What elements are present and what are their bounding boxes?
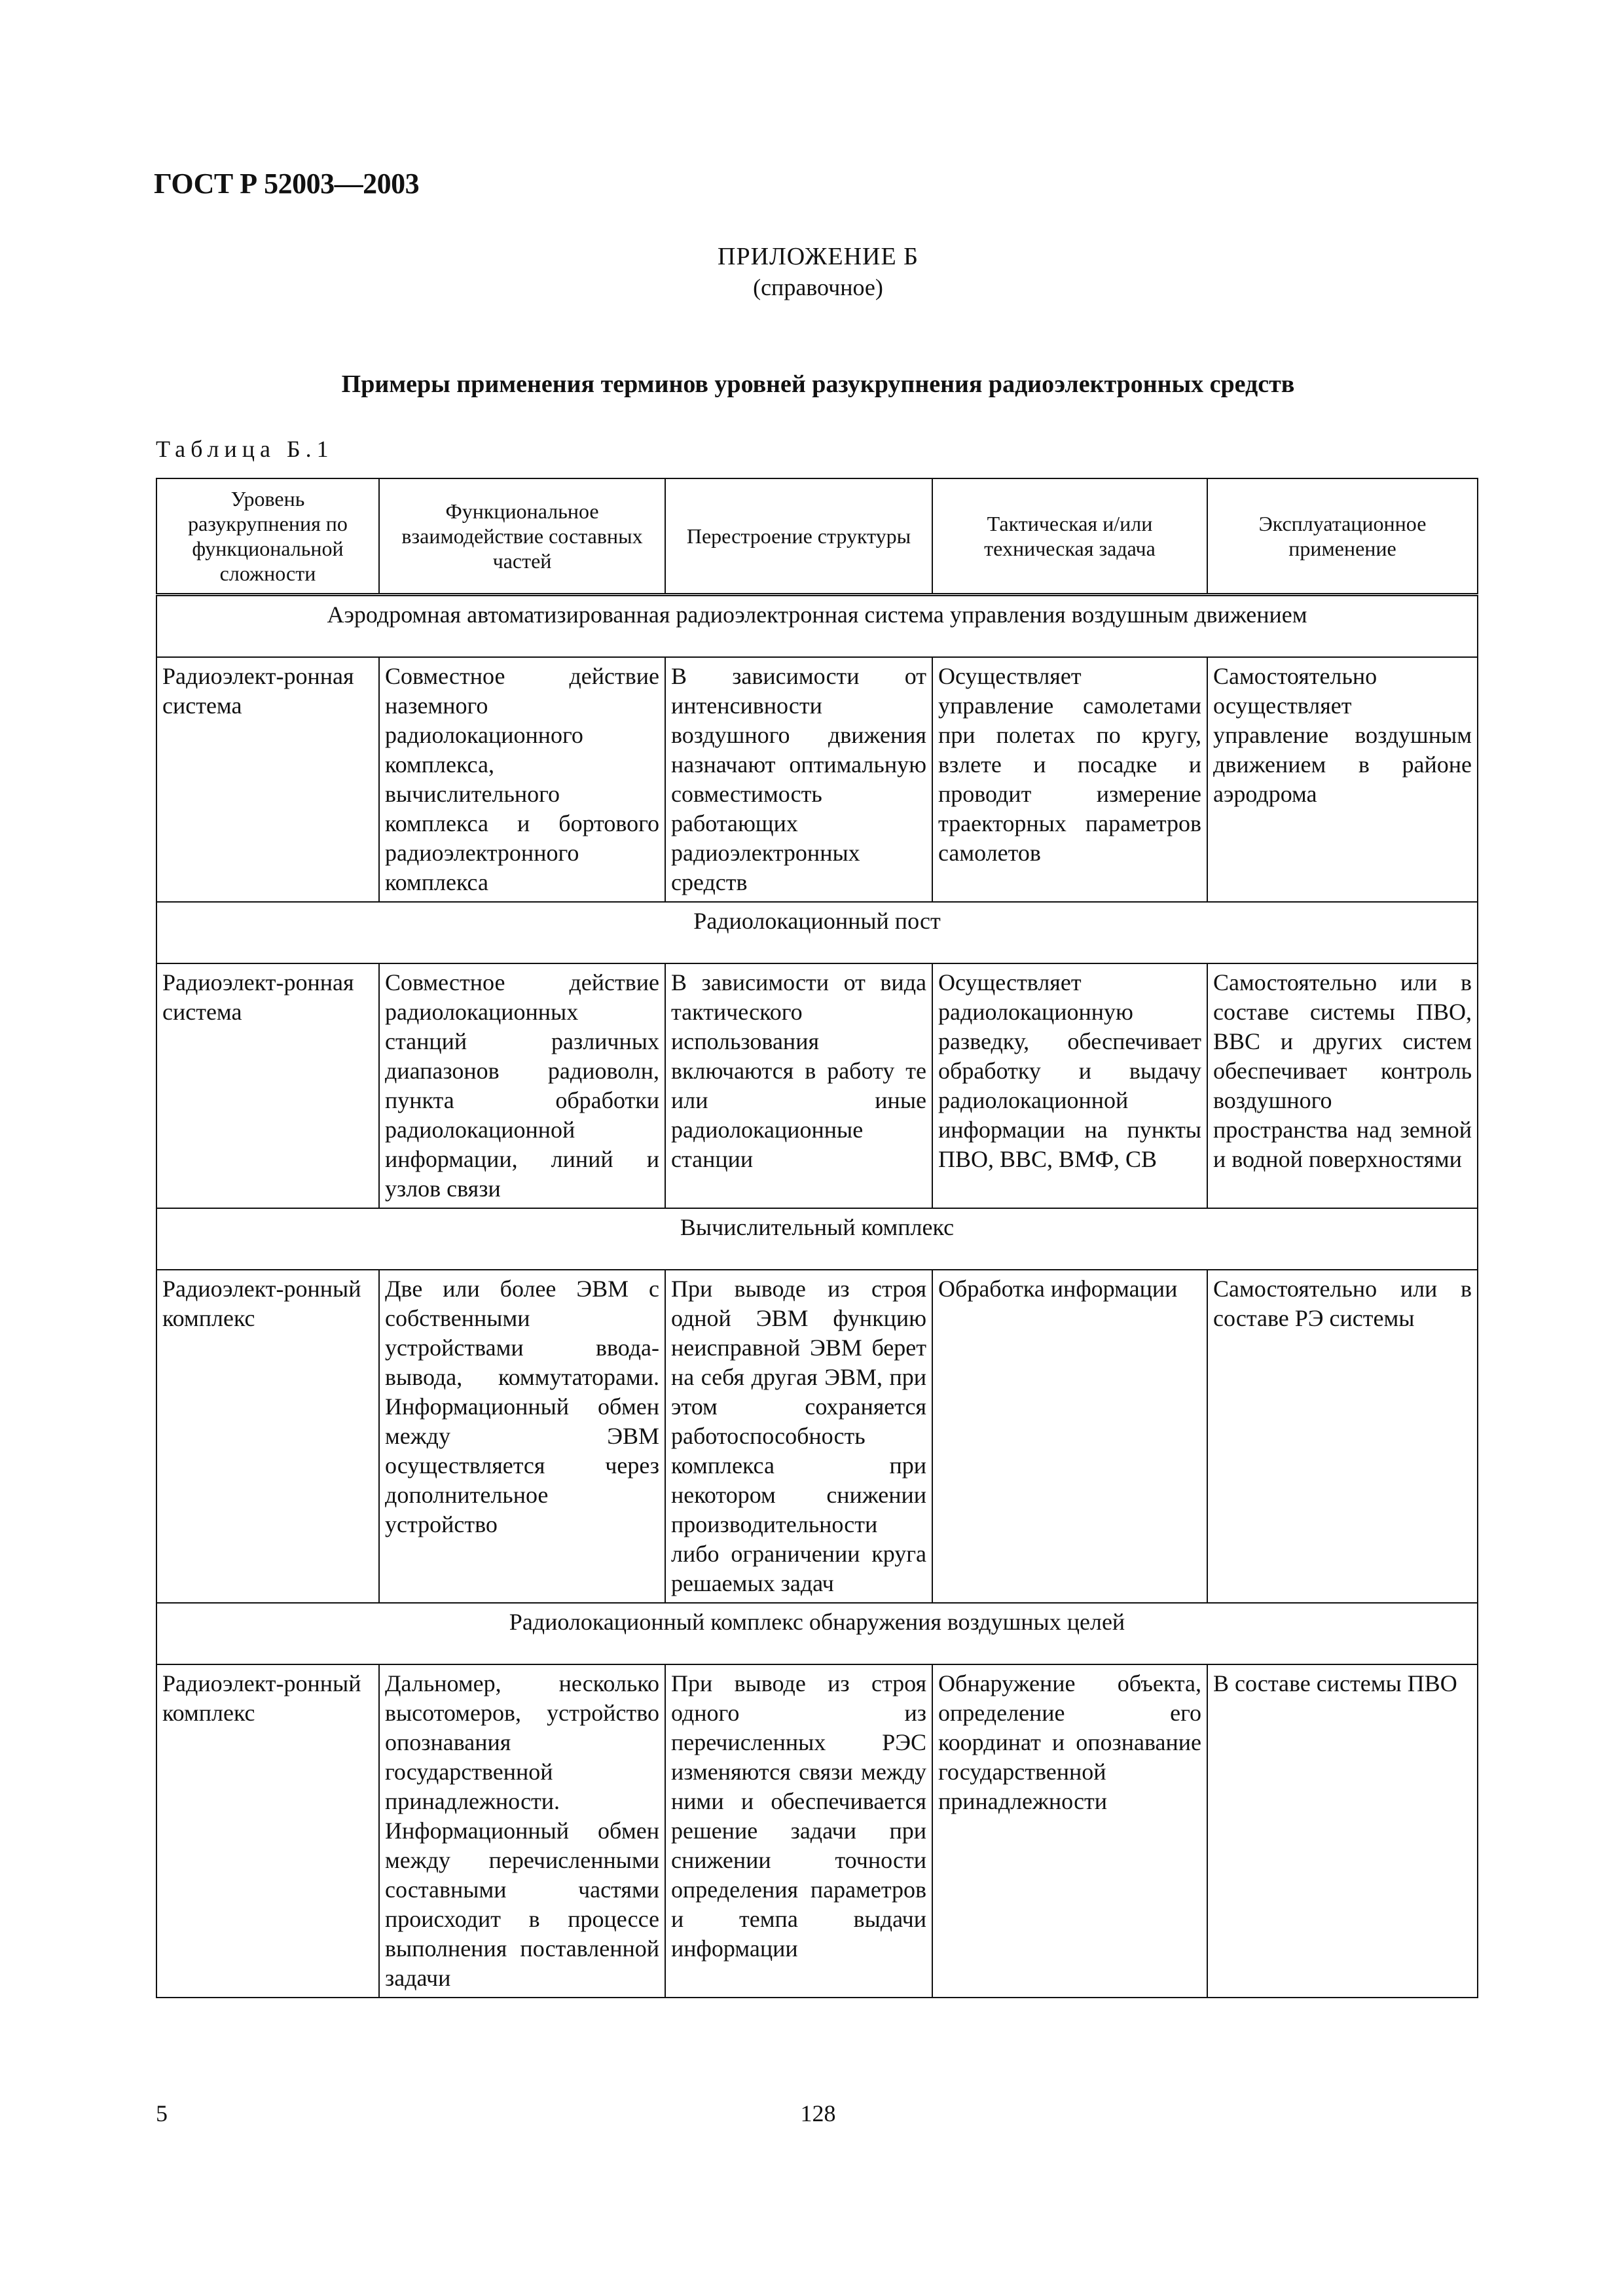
table-row xyxy=(156,657,1478,902)
cell-level: Радиоэлект-ронный комплекс xyxy=(156,1664,379,1998)
table-header-row xyxy=(156,478,1478,595)
section-heading: Вычислительный комплекс xyxy=(156,1208,1478,1270)
terms-table xyxy=(156,478,1478,1998)
cell-task: Обнаружение объекта, определение его координат и опознавание государственной принадлежности xyxy=(932,1664,1207,1998)
cell-application: Самостоятельно или в составе системы ПВО, ВВС и других систем обеспечивает контроль воздушного пространства над земной и водной поверхностями xyxy=(1207,963,1478,1208)
section-title: Примеры применения терминов уровней разукрупнения радиоэлектронных средств xyxy=(341,370,1295,398)
table-label: Таблица Б.1 xyxy=(156,436,334,462)
table-section-row xyxy=(156,595,1478,658)
section-heading: Радиолокационный пост xyxy=(156,902,1478,963)
column-header-interaction: Функциональное взаимодействие составных частей xyxy=(379,478,665,595)
section-heading: Аэродромная автоматизированная радиоэлектронная система управления воздушным движением xyxy=(156,595,1478,658)
cell-level: Радиоэлект-ронная система xyxy=(156,657,379,902)
cell-level: Радиоэлект-ронная система xyxy=(156,963,379,1208)
cell-restructuring: При выводе из строя одной ЭВМ функцию неисправной ЭВМ берет на себя другая ЭВМ, при этом сохраняется работоспособность комплекса при некотором снижении производительности либо ограничении круга решаемых задач xyxy=(665,1270,932,1603)
cell-interaction: Две или более ЭВМ с собственными устройствами ввода-вывода, коммутаторами. Информационный обмен между ЭВМ осуществляется через дополнительное устройство xyxy=(379,1270,665,1603)
page-number: 128 xyxy=(800,2100,836,2126)
cell-restructuring: При выводе из строя одного из перечисленных РЭС изменяются связи между ними и обеспечивается решение задачи при снижении точности определения параметров и темпа выдачи информации xyxy=(665,1664,932,1998)
column-header-restructuring: Перестроение структуры xyxy=(665,478,932,595)
cell-interaction: Совместное действие наземного радиолокационного комплекса, вычислительного комплекса и бортового радиоэлектронного комплекса xyxy=(379,657,665,902)
cell-application: Самостоятельно осуществляет управление воздушным движением в районе аэродрома xyxy=(1207,657,1478,902)
column-header-task: Тактическая и/или техническая задача xyxy=(932,478,1207,595)
table-row xyxy=(156,963,1478,1208)
column-header-application: Эксплуатационное применение xyxy=(1207,478,1478,595)
annex-subtitle: (справочное) xyxy=(753,274,883,300)
table-row xyxy=(156,1270,1478,1603)
cell-interaction: Дальномер, несколько высотомеров, устройство опознавания государственной принадлежности. Информационный обмен между перечисленными составными частями происходит в процессе выполнения поставленной задачи xyxy=(379,1664,665,1998)
page-left-mark: 5 xyxy=(156,2100,168,2126)
cell-application: В составе системы ПВО xyxy=(1207,1664,1478,1998)
cell-application: Самостоятельно или в составе РЭ системы xyxy=(1207,1270,1478,1603)
section-heading: Радиолокационный комплекс обнаружения воздушных целей xyxy=(156,1603,1478,1664)
annex-title: ПРИЛОЖЕНИЕ Б xyxy=(718,243,919,270)
table-section-row xyxy=(156,902,1478,963)
cell-task: Осуществляет управление самолетами при полетах по кругу, взлете и посадке и проводит измерение траекторных параметров самолетов xyxy=(932,657,1207,902)
cell-restructuring: В зависимости от интенсивности воздушного движения назначают оптимальную совместимость работающих радиоэлектронных средств xyxy=(665,657,932,902)
table-section-row xyxy=(156,1208,1478,1270)
document-code: ГОСТ Р 52003—2003 xyxy=(154,168,420,200)
table-row xyxy=(156,1664,1478,1998)
table-section-row xyxy=(156,1603,1478,1664)
cell-restructuring: В зависимости от вида тактического использования включаются в работу те или иные радиолокационные станции xyxy=(665,963,932,1208)
cell-task: Обработка информации xyxy=(932,1270,1207,1603)
cell-interaction: Совместное действие радиолокационных станций различных диапазонов радиоволн, пункта обработки радиолокационной информации, линий и узлов связи xyxy=(379,963,665,1208)
cell-level: Радиоэлект-ронный комплекс xyxy=(156,1270,379,1603)
cell-task: Осуществляет радиолокационную разведку, обеспечивает обработку и выдачу радиолокационной информации на пункты ПВО, ВВС, ВМФ, СВ xyxy=(932,963,1207,1208)
column-header-level: Уровень разукрупнения по функциональной сложности xyxy=(156,478,379,595)
